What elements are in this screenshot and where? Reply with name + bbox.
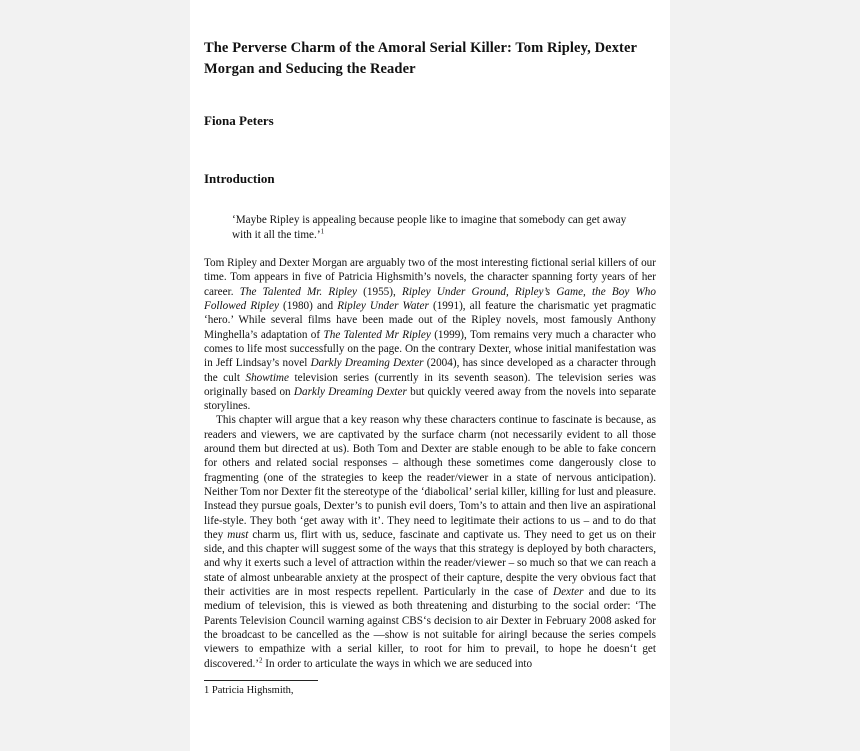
footnote-ref: 2 (258, 655, 263, 664)
body-text (204, 256, 656, 671)
paragraph: Tom Ripley and Dexter Morgan are arguably two of the most interesting fictional serial killers of our time. Tom appears in five of Patricia Highsmith’s novels, the character spanning forty years of her career. The Talented Mr. Ripley (1955), Ripley Under Ground, Ripley’s Game, the Boy Who Followed Ripley (1980) and Ripley Under Water (1991), all feature the charismatic yet pragmatic ‘hero.’ While several films have been made out of the Ripley novels, most famously Anthony Minghella’s adaptation of The Talented Mr Ripley (1999), Tom remains very much a character who comes to life most successfully on the page. On the contrary Dexter, whose initial manifestation was in Jeff Lindsay’s novel Darkly Dreaming Dexter (2004), has since developed as a character through the cult Showtime television series (currently in its seventh season). The television series was originally based on Darkly Dreaming Dexter but quickly veered away from the novels into separate storylines. (204, 257, 657, 413)
footnote: 1 Patricia Highsmith, (204, 684, 294, 696)
footnote-ref: 1 (320, 226, 325, 235)
section-heading: Introduction (204, 171, 275, 186)
paragraph: This chapter will argue that a key reason why these characters continue to fascinate is because, as readers and viewers, we are captivated by the surface charm (not necessarily evident to all those around them but directed at us). Both Tom and Dexter are stable enough to be able to fake concern for others and related social responses – although these sometimes come dangerously close to fragmenting (one of the strategies to keep the reader/viewer in a state of nervous anticipation). Neither Tom nor Dexter fit the stereotype of the ‘diabolical’ serial killer, killing for lust and pleasure. Instead they pursue goals, Dexter’s to punish evil doers, Tom’s to attain and then live an aspirational life-style. They both ‘get away with it’. They need to legitimate their actions to us – and to do that they must charm us, flirt with us, seduce, fascinate and captivate us. They need to get us on their side, and this chapter will suggest some of the ways that this strategy is deployed by both characters, and why it exerts such a level of attraction within the reader/viewer – so much so that we can reach a state of almost unbearable anxiety at the prospect of their capture, despite the very obvious fact that their activities are in most respects repellent. Particularly in the case of Dexter and due to its medium of television, this is viewed as both threatening and disturbing to the social order: ‘The Parents Television Council warning against CBS‘s decision to air Dexter in February 2008 asked for the broadcast to be cancelled as the ―show is not suitable for airing‖ because the series compels viewers to empathize with a serial killer, to root for him to prevail, to hope he doesn‘t get discovered.’$^2$ In order to articulate the ways in which we are seduced into (204, 414, 656, 670)
chapter-title: The Perverse Charm of the Amoral Serial Killer: Tom Ripley, Dexter Morgan and Seducing the Reader (204, 40, 637, 77)
page-content (204, 38, 656, 696)
footnote-divider (204, 680, 318, 681)
epigraph (204, 213, 656, 242)
document-page (190, 0, 670, 751)
epigraph-text: ‘Maybe Ripley is appealing because people like to imagine that somebody can get away with it all the time.’ (232, 214, 627, 241)
author-name: Fiona Peters (204, 113, 274, 128)
